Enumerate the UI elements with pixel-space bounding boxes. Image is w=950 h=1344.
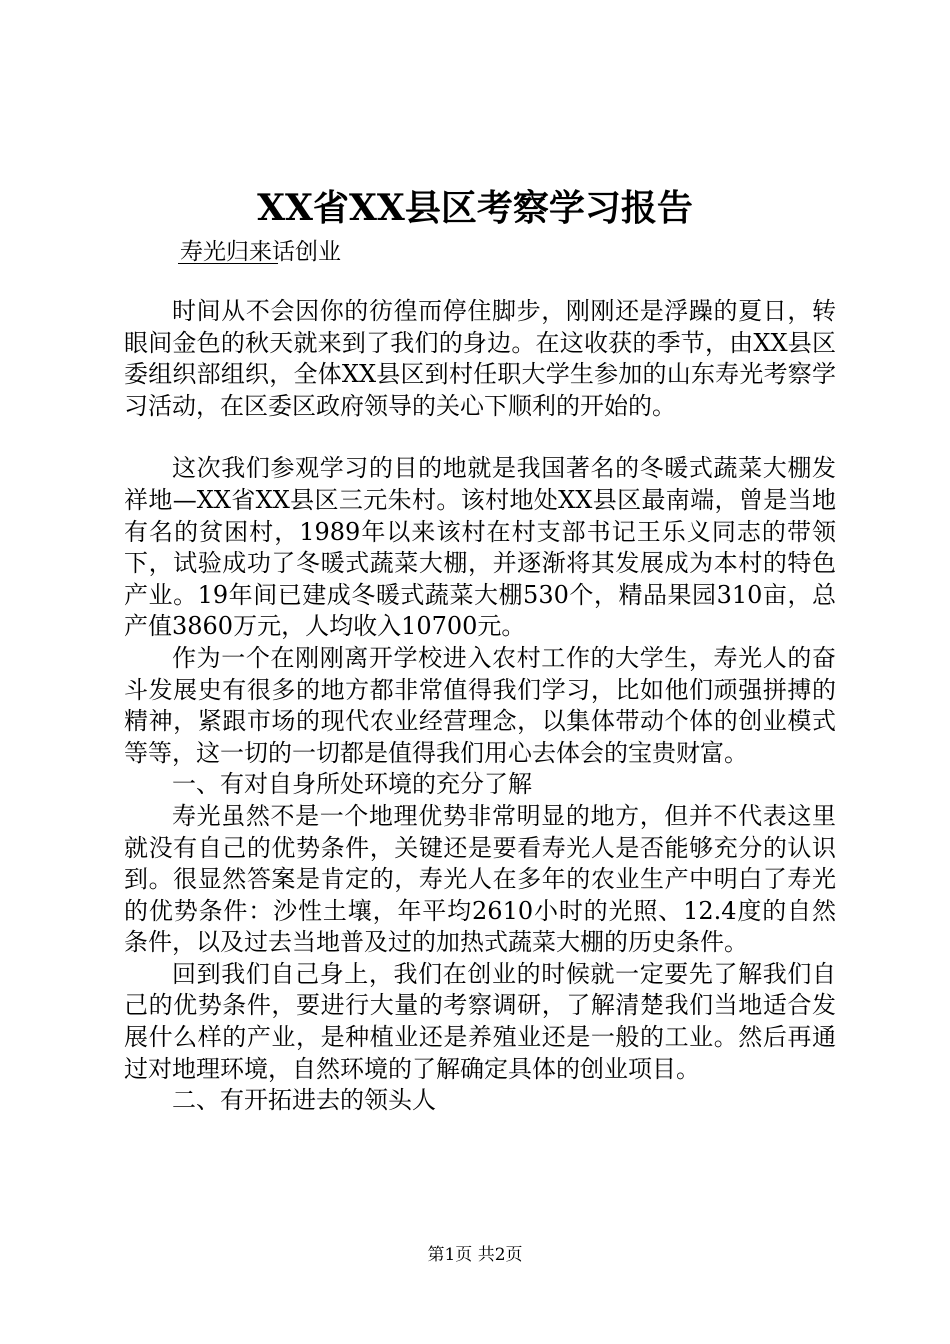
section-heading-1: 一、有对自身所处环境的充分了解	[172, 770, 532, 799]
paragraph-advantages: 寿光虽然不是一个地理优势非常明显的地方，但并不代表这里就没有自己的优势条件，关键还是要看寿光人是否能够充分的认识到。很显然答案是肯定的，寿光人在多年的农业生产中明白了寿光的优势条件：沙性土壤，年平均2610小时的光照、12.4度的自然条件，以及过去当地普及过的加热式蔬菜大棚的历史条件。	[124, 801, 836, 957]
page-footer: 第1页 共2页	[427, 1245, 523, 1265]
paragraph-reflection: 作为一个在刚刚离开学校进入农村工作的大学生，寿光人的奋斗发展史有很多的地方都非常值得我们学习，比如他们顽强拼搏的精神，紧跟市场的现代农业经营理念，以集体带动个体的创业模式等等，这一切的一切都是值得我们用心去体会的宝贵财富。	[124, 643, 836, 767]
paragraph-destination: 这次我们参观学习的目的地就是我国著名的冬暖式蔬菜大棚发祥地—XX省XX县区三元朱村。该村地处XX县区最南端，曾是当地有名的贫困村，1989年以来该村在村支部书记王乐义同志的带领下，试验成功了冬暖式蔬菜大棚，并逐渐将其发展成为本村的特色产业。19年间已建成冬暖式蔬菜大棚530个，精品果园310亩，总产值3860万元，人均收入10700元。	[124, 454, 836, 641]
paragraph-application: 回到我们自己身上，我们在创业的时候就一定要先了解我们自己的优势条件，要进行大量的考察调研，了解清楚我们当地适合发展什么样的产业，是种植业还是养殖业还是一般的工业。然后再通过对地理环境，自然环境的了解确定具体的创业项目。	[124, 959, 836, 1083]
paragraph-intro: 时间从不会因你的彷徨而停住脚步，刚刚还是浮躁的夏日，转眼间金色的秋天就来到了我们的身边。在这收获的季节，由XX县区委组织部组织，全体XX县区到村任职大学生参加的山东寿光考察学习活动，在区委区政府领导的关心下顺利的开始的。	[124, 297, 836, 420]
document-title: XX省XX县区考察学习报告	[257, 187, 693, 229]
document-subtitle: 寿光归来话创业	[180, 239, 341, 265]
document-body	[124, 296, 836, 1117]
section-heading-2: 二、有开拓进去的领头人	[172, 1086, 436, 1115]
subtitle-separator	[178, 263, 278, 264]
